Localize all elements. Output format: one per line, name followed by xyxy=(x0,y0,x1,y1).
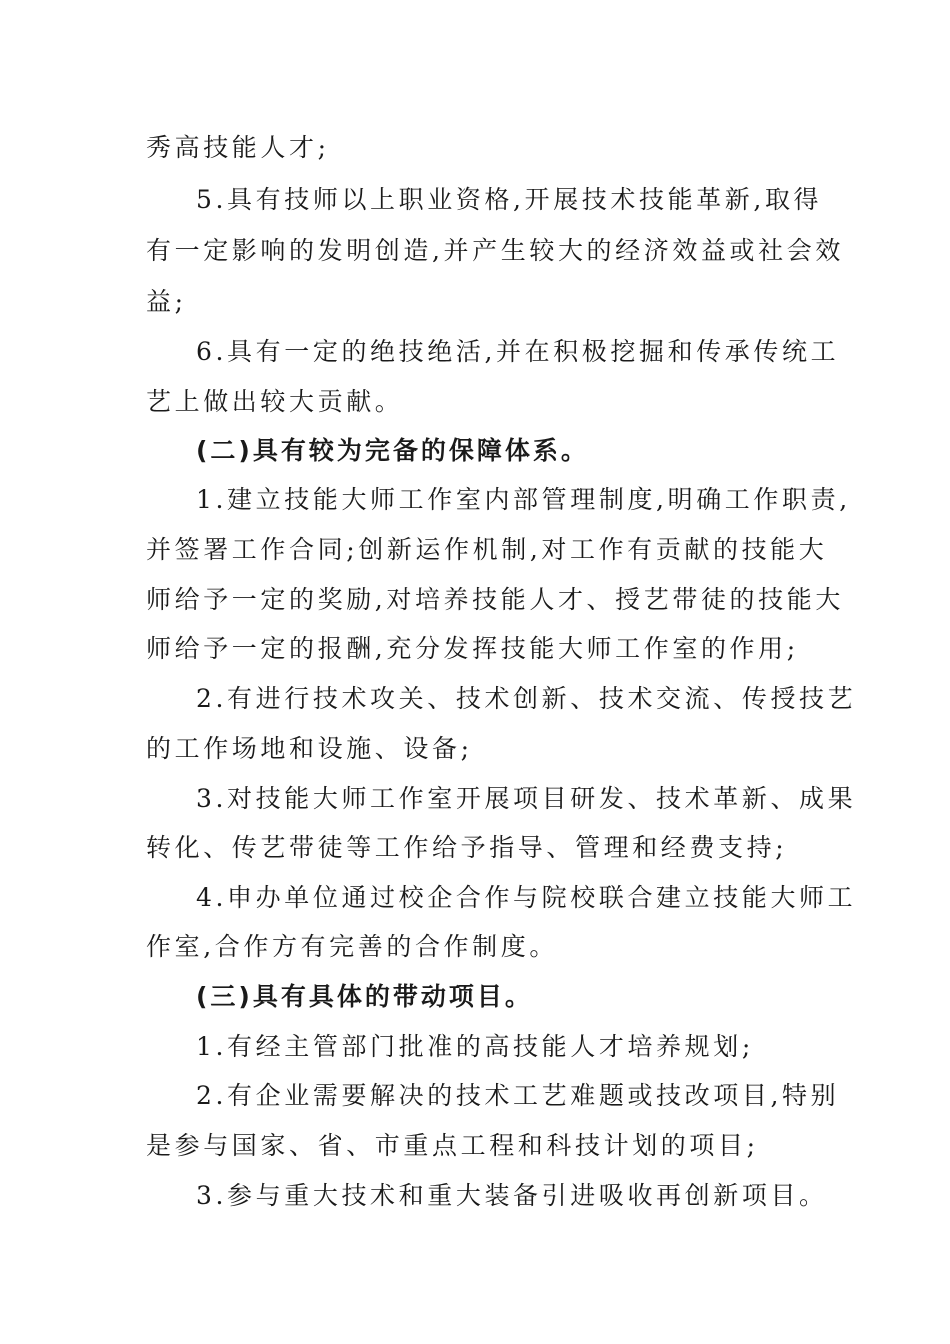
section-heading: (二)具有较为完备的保障体系。 xyxy=(196,436,589,465)
text-line: 作室,合作方有完善的合作制度。 xyxy=(146,932,558,961)
text-line: 1.有经主管部门批准的高技能人才培养规划; xyxy=(196,1032,754,1061)
text-line: 3.对技能大师工作室开展项目研发、技术革新、成果 xyxy=(196,784,857,813)
text-line: 1.建立技能大师工作室内部管理制度,明确工作职责, xyxy=(196,485,851,514)
text-line: 是参与国家、省、市重点工程和科技计划的项目; xyxy=(146,1131,759,1160)
text-line: 4.申办单位通过校企合作与院校联合建立技能大师工 xyxy=(196,883,857,912)
text-line: 并签署工作合同;创新运作机制,对工作有贡献的技能大 xyxy=(146,535,828,564)
text-line: 益; xyxy=(146,287,187,316)
text-line: 师给予一定的报酬,充分发挥技能大师工作室的作用; xyxy=(146,634,799,663)
text-line: 2.有进行技术攻关、技术创新、技术交流、传授技艺 xyxy=(196,684,857,713)
text-line: 3.参与重大技术和重大装备引进吸收再创新项目。 xyxy=(196,1181,828,1210)
section-heading: (三)具有具体的带动项目。 xyxy=(196,982,533,1011)
text-line: 有一定影响的发明创造,并产生较大的经济效益或社会效 xyxy=(146,236,844,265)
text-line: 2.有企业需要解决的技术工艺难题或技改项目,特别 xyxy=(196,1081,840,1110)
text-line: 师给予一定的奖励,对培养技能人才、授艺带徒的技能大 xyxy=(146,585,844,614)
text-line: 5.具有技师以上职业资格,开展技术技能革新,取得 xyxy=(196,185,823,214)
text-line: 艺上做出较大贡献。 xyxy=(146,387,404,416)
text-line: 转化、传艺带徒等工作给予指导、管理和经费支持; xyxy=(146,833,788,862)
text-line: 6.具有一定的绝技绝活,并在积极挖掘和传承传统工 xyxy=(196,337,840,366)
text-line: 的工作场地和设施、设备; xyxy=(146,734,473,763)
text-line: 秀高技能人才; xyxy=(146,133,330,162)
